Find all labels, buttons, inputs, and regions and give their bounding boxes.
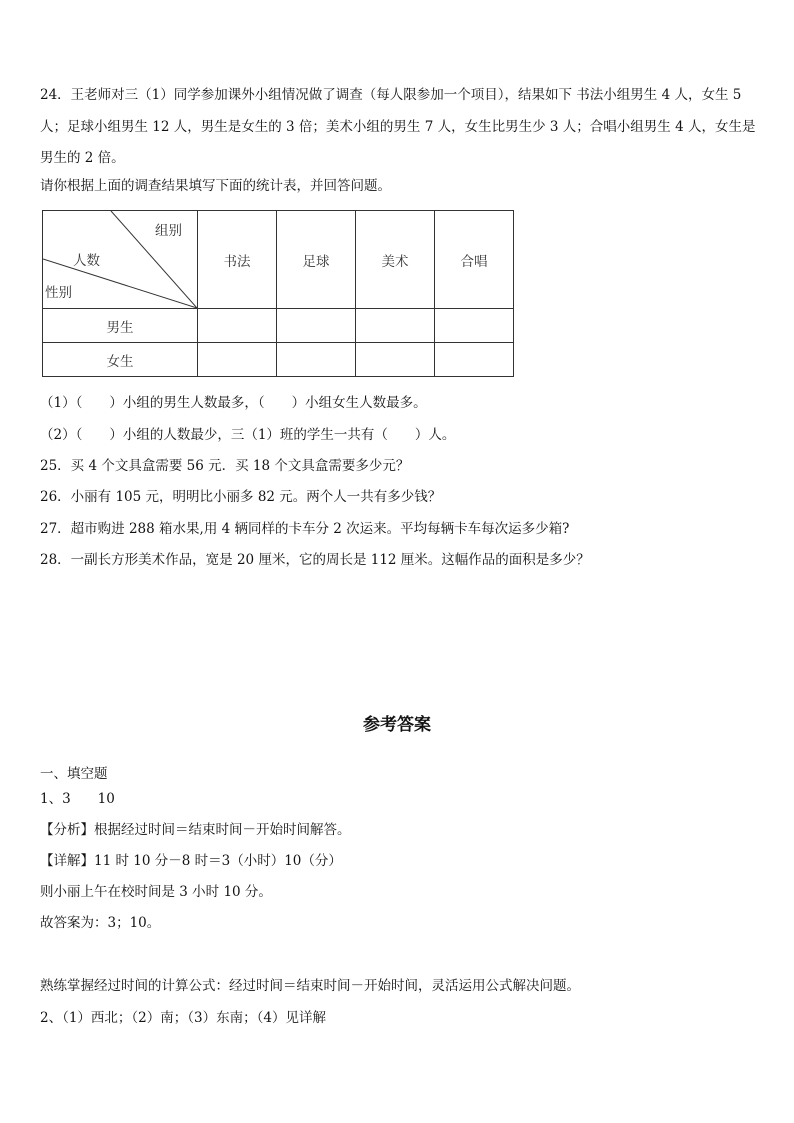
table-cell-blank[interactable] [198,309,277,343]
sub-question-1: （1）（ ）小组的男生人数最多，（ ）小组女生人数最多。 [40,395,427,411]
table-cell-blank[interactable] [277,343,356,377]
table-instruction: 请你根据上面的调查结果填写下面的统计表，并回答问题。 [40,178,391,194]
table-cell-blank[interactable] [356,309,435,343]
question-27: 27．超市购进 288 箱水果,用 4 辆同样的卡车分 2 次运来。平均每辆卡车每次运多少箱? [40,521,570,537]
answer-1-summary: 熟练掌握经过时间的计算公式：经过时间＝结束时间－开始时间，灵活运用公式解决问题。 [40,978,580,994]
question-24 [40,80,756,175]
question-28: 28．一副长方形美术作品，宽是 20 厘米，它的周长是 112 厘米。这幅作品的面积是多少？ [40,552,590,568]
row-header-girls: 女生 [43,343,198,377]
corner-label-count: 人数 [73,253,100,269]
answer-1: 1、3 10 [40,791,115,807]
statistics-table [42,210,514,377]
corner-label-gender: 性别 [45,285,72,301]
question-24-line-1: 24．王老师对三（1）同学参加课外小组情况做了调查（每人限参加一个项目），结果如下 书法小组男生 4 人，女生 5 [40,87,742,103]
column-header-art: 美术 [356,211,435,309]
question-25: 25．买 4 个文具盒需要 56 元．买 18 个文具盒需要多少元？ [40,458,410,474]
question-24-line-2: 人；足球小组男生 12 人，男生是女生的 3 倍；美术小组的男生 7 人，女生比男生少 3 人；合唱小组男生 4 人，女生是 [40,118,756,135]
answer-1-analysis: 【分析】根据经过时间＝结束时间－开始时间解答。 [40,822,351,838]
table-corner-cell [43,211,198,309]
table-cell-blank[interactable] [435,343,514,377]
column-header-football: 足球 [277,211,356,309]
table-cell-blank[interactable] [356,343,435,377]
question-24-line-3: 男生的 2 倍。 [40,150,125,166]
column-header-choir: 合唱 [435,211,514,309]
column-header-calligraphy: 书法 [198,211,277,309]
answer-1-detail: 【详解】11 时 10 分－8 时＝3（小时）10（分） [40,853,342,869]
table-cell-blank[interactable] [277,309,356,343]
answer-1-conclusion: 则小丽上午在校时间是 3 小时 10 分。 [40,884,272,900]
answers-section-heading: 一、填空题 [40,766,108,782]
table-cell-blank[interactable] [198,343,277,377]
corner-label-group: 组别 [155,223,182,239]
answer-1-result: 故答案为：3；10。 [40,915,161,931]
answer-2: 2、（1）西北；（2）南；（3）东南；（4）见详解 [40,1010,326,1026]
sub-question-2: （2）（ ）小组的人数最少，三（1）班的学生一共有（ ）人。 [40,427,456,443]
table-cell-blank[interactable] [435,309,514,343]
question-26: 26．小丽有 105 元，明明比小丽多 82 元。两个人一共有多少钱？ [40,489,442,505]
answers-title: 参考答案 [363,715,431,735]
row-header-boys: 男生 [43,309,198,343]
